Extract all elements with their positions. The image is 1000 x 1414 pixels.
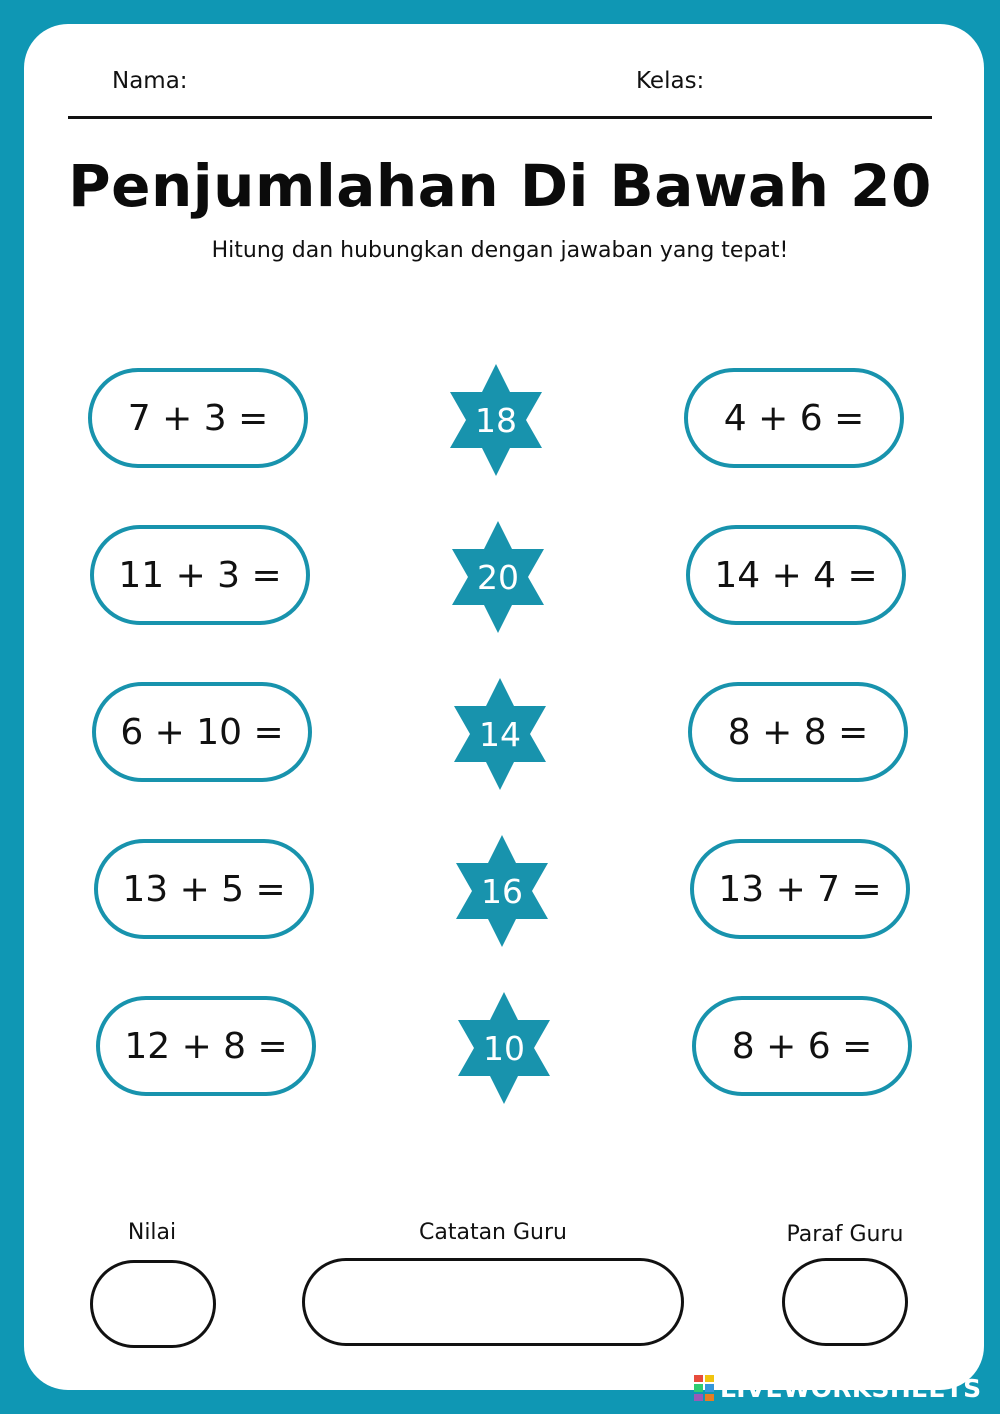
left-question-2[interactable]: 11 + 3 = [90, 525, 310, 625]
header-divider [68, 116, 932, 119]
teacher-signature-label: Paraf Guru [786, 1222, 904, 1247]
answer-value: 16 [481, 871, 523, 911]
answer-star-4[interactable] [452, 835, 552, 947]
right-question-2[interactable]: 14 + 4 = [686, 525, 906, 625]
left-question-5[interactable]: 12 + 8 = [96, 996, 316, 1096]
score-label: Nilai [127, 1220, 177, 1245]
brand-wordmark: LIVEWORKSHEETS [720, 1373, 982, 1403]
name-label: Nama: [112, 68, 188, 94]
left-question-1[interactable]: 7 + 3 = [88, 368, 308, 468]
answer-star-3[interactable] [450, 678, 550, 790]
right-question-3[interactable]: 8 + 8 = [688, 682, 908, 782]
left-question-3[interactable]: 6 + 10 = [92, 682, 312, 782]
teacher-notes-label: Catatan Guru [419, 1220, 567, 1245]
answer-value: 14 [479, 714, 521, 754]
right-question-5[interactable]: 8 + 6 = [692, 996, 912, 1096]
answer-value: 18 [475, 400, 517, 440]
answer-value: 10 [483, 1028, 525, 1068]
right-question-1[interactable]: 4 + 6 = [684, 368, 904, 468]
right-question-4[interactable]: 13 + 7 = [690, 839, 910, 939]
class-label: Kelas: [636, 68, 705, 94]
teacher-signature-box[interactable] [782, 1258, 908, 1346]
teacher-notes-box[interactable] [302, 1258, 684, 1346]
answer-star-2[interactable] [448, 521, 548, 633]
worksheet-title: Penjumlahan Di Bawah 20 [68, 152, 932, 220]
worksheet-instructions: Hitung dan hubungkan dengan jawaban yang tepat! [211, 238, 789, 263]
answer-star-5[interactable] [454, 992, 554, 1104]
liveworksheets-logo-icon [694, 1375, 714, 1401]
score-box[interactable] [90, 1260, 216, 1348]
liveworksheets-brand[interactable] [694, 1373, 981, 1403]
answer-value: 20 [477, 557, 519, 597]
left-question-4[interactable]: 13 + 5 = [94, 839, 314, 939]
answer-star-1[interactable] [446, 364, 546, 476]
